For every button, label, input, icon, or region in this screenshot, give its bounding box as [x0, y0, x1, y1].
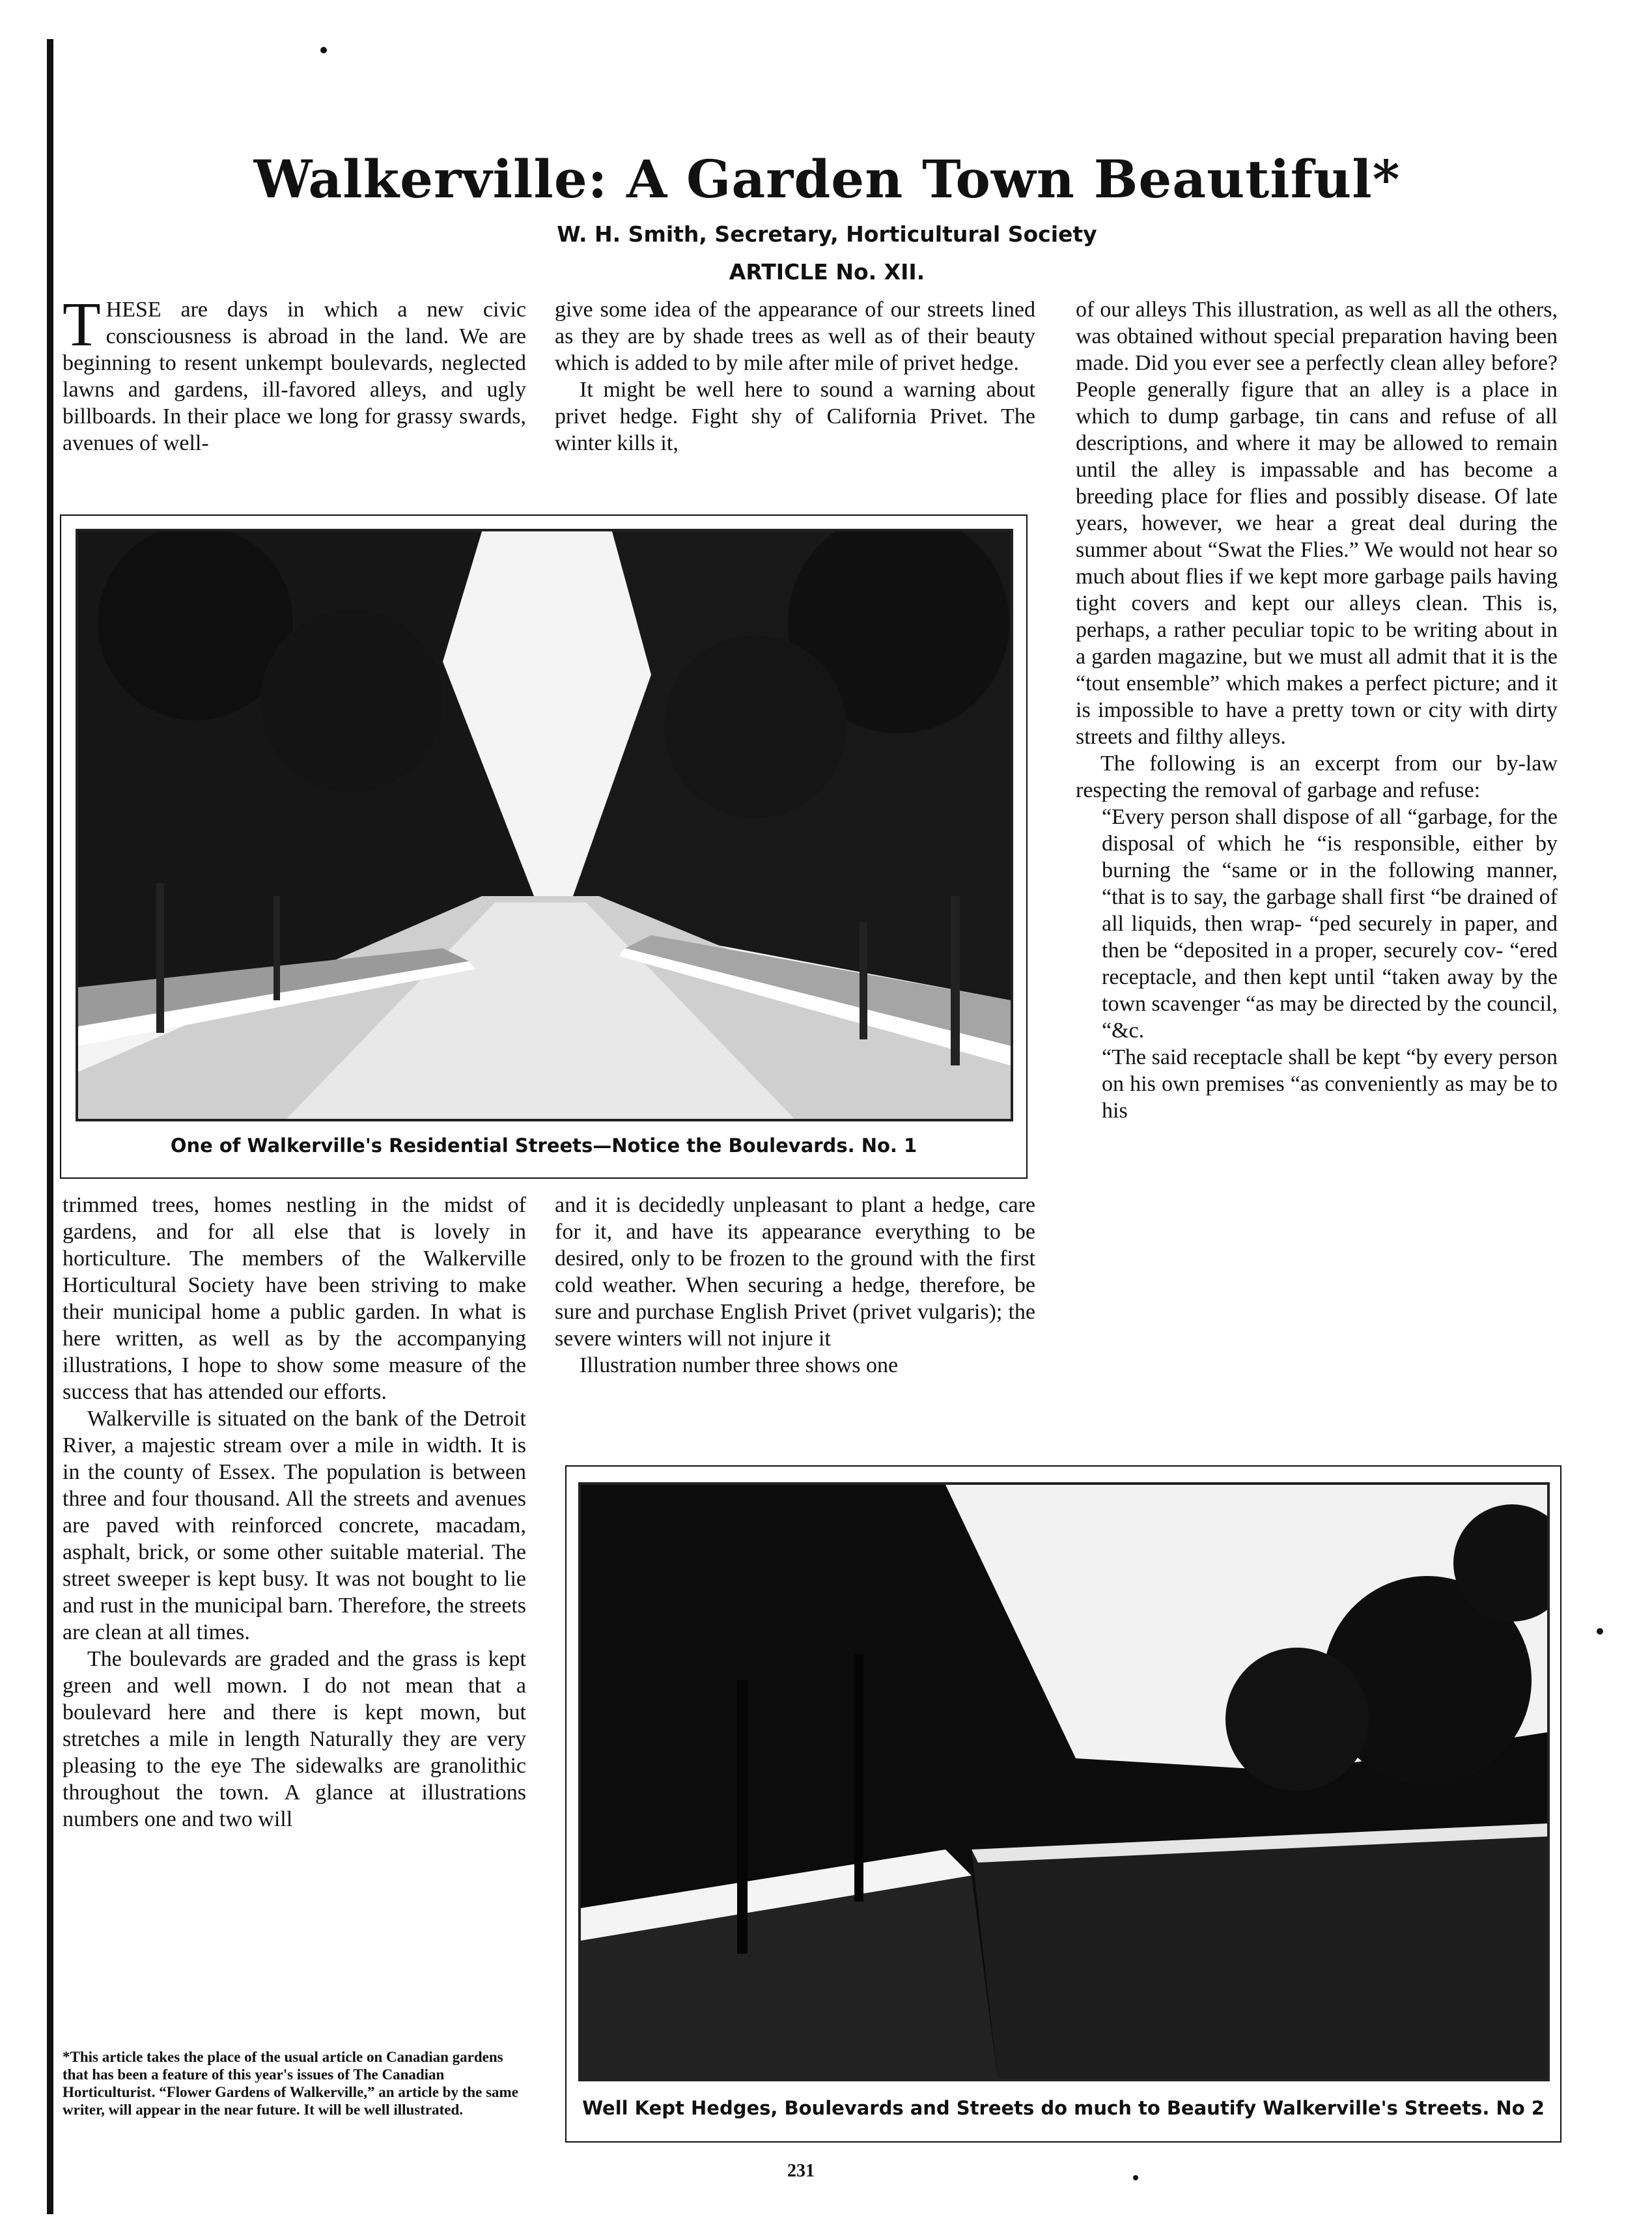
footnote: *This article takes the place of the usual article on Canadian gardens that has been a feature of this year's issues of The Canadian Horticulturist. “Flower Gardens of Walkerville,” an article by the same writer, will appear in the near future. It will be well illustrated. [63, 2049, 518, 2118]
paragraph: The following is an excerpt from our by-law respecting the removal of garbage and refuse: [1076, 752, 1558, 802]
column-3 [1076, 296, 1558, 1124]
print-speck [1597, 1628, 1603, 1635]
column-2-top [555, 296, 1035, 457]
paragraph: give some idea of the appearance of our streets lined as they are by shade trees as well as of their beauty which is added to by mile after mile of privet hedge. [555, 298, 1035, 375]
figure-1-caption: One of Walkerville's Residential Streets—Notice the Boulevards. No. 1 [170, 1134, 917, 1157]
paragraph: trimmed trees, homes nestling in the midst of gardens, and for all else that is lovely in horticulture. The members of the Walkerville Horticultural Society have been striving to make their municipal home a public garden. In what is here written, as well as by the accompanying illustrations, I hope to show some measure of the success that has attended our efforts. [63, 1193, 526, 1404]
paragraph: and it is decidedly unpleasant to plant a hedge, care for it, and have its appearance everything to be desired, only to be frozen to the ground with the first cold weather. When securing a hedge, therefore, be sure and purchase English Privet (privet vulgaris); the severe winters will not injure it [555, 1193, 1035, 1351]
paragraph-text: HESE are days in which a new civic consciousness is abroad in the land. We are beginning to resent unkempt boulevards, neglected lawns and gardens, ill-favored alleys, and ugly billboards. In their place we long for grassy swards, avenues of well- [63, 298, 526, 455]
hedge-photo-illustration [581, 1485, 1547, 2079]
bylaw-quote: “Every person shall dispose of all “garbage, for the disposal of which he “is responsible, either by burning the “same or in the following manner, “that is to say, the garbage shall first “be drained of all liquids, then wrap- “ped securely in paper, and then be “deposited in a proper, securely cov- “ered receptacle, and then kept until “taken away by the town scavenger “as may be directed by the council, “&c. [1102, 805, 1558, 1043]
bylaw-quote: “The said receptacle shall be kept “by every person on his own premises “as conveniently as may be to his [1102, 1045, 1558, 1123]
opening-paragraph [63, 289, 526, 457]
article-title: Walkerville: A Garden Town Beautiful* [253, 148, 1401, 210]
street-photo-illustration [78, 531, 1011, 1119]
article-number: ARTICLE No. XII. [729, 259, 925, 285]
paragraph: of our alleys This illustration, as well as all the others, was obtained without special preparation having been made. Did you ever see a perfectly clean alley before? People generally figure that an alley is a place in which to dump garbage, tin cans and refuse of all descriptions, and where it may be allowed to remain until the alley is impassable and has become a breeding place for flies and possibly disease. Of late years, however, we hear a great deal during the summer about “Swat the Flies.” We would not hear so much about flies if we kept more garbage pails having tight covers and kept our alleys clean. This is, perhaps, a rather peculiar topic to be writing about in a garden magazine, but we must all admit that it is the “tout ensemble” which makes a perfect picture; and it is impossible to have a pretty town or city with dirty streets and filthy alleys. [1076, 298, 1558, 749]
photo-residential-street [76, 529, 1013, 1121]
figure-2 [565, 1465, 1561, 2143]
column-2-bottom [555, 1192, 1035, 1379]
figure-2-caption: Well Kept Hedges, Boulevards and Streets do much to Beautify Walkerville's Streets. No 2 [582, 2097, 1545, 2119]
drop-cap: T [63, 289, 101, 359]
binding-rule [47, 39, 53, 2214]
paragraph: It might be well here to sound a warning about privet hedge. Fight shy of California Privet. The winter kills it, [555, 378, 1035, 455]
print-speck [320, 47, 327, 53]
paragraph: Walkerville is situated on the bank of the Detroit River, a majestic stream over a mile in width. It is in the county of Essex. The population is between three and four thousand. All the streets and avenues are paved with reinforced concrete, macadam, asphalt, brick, or some other suitable material. The street sweeper is kept busy. It was not bought to lie and rust in the municipal barn. Therefore, the streets are clean at all times. [63, 1407, 526, 1644]
column-1-bottom [63, 1192, 526, 1833]
column-1-top [63, 289, 526, 457]
figure-1 [60, 514, 1028, 1179]
article-byline: W. H. Smith, Secretary, Horticultural Society [557, 221, 1097, 247]
photo-hedges-boulevards [578, 1482, 1550, 2081]
page-number: 231 [787, 2161, 815, 2181]
paragraph: The boulevards are graded and the grass is kept green and well mown. I do not mean that a boulevard here and there is kept mown, but stretches a mile in length Naturally they are very pleasing to the eye The sidewalks are granolithic throughout the town. A glance at illustrations numbers one and two will [63, 1647, 526, 1831]
paragraph: Illustration number three shows one [580, 1353, 899, 1377]
print-speck [1133, 2175, 1138, 2180]
